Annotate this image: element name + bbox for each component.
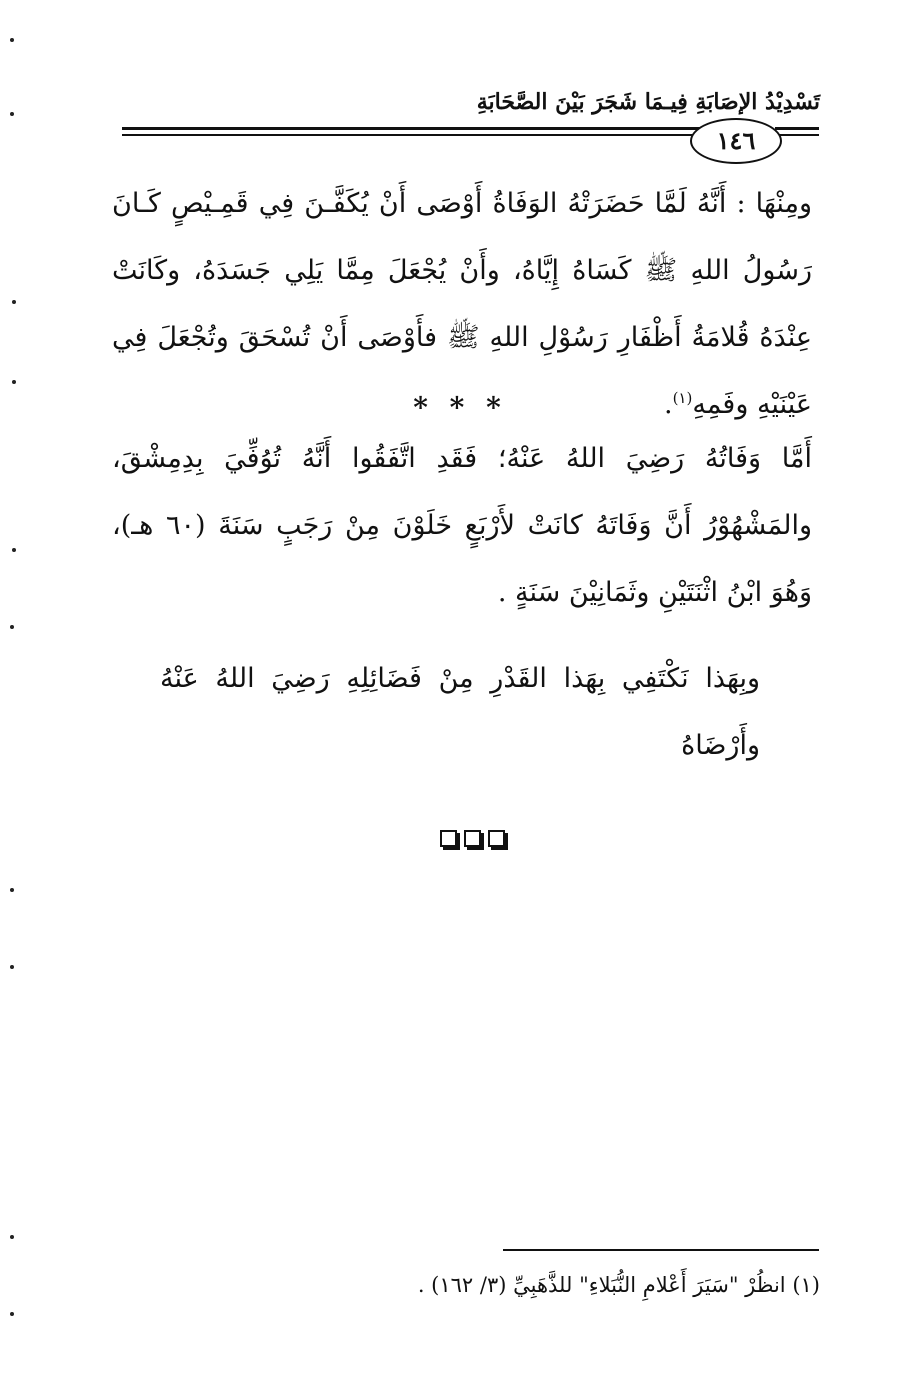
header-rule	[122, 134, 702, 136]
scan-speck	[10, 888, 14, 892]
section-separator: * * *	[413, 391, 507, 424]
square-ornament-icon	[488, 830, 505, 847]
chapter-end-ornament	[440, 830, 505, 847]
scan-speck	[10, 625, 14, 629]
scan-speck	[12, 380, 16, 384]
paragraph-text: ومِنْهَا : أَنَّهُ لَمَّا حَضَرَتْهُ الوَفَاةُ أَوْصَى أَنْ يُكَفَّـنَ فِي قَمِـيْصٍ كَـانَ رَسُولُ اللهِ ﷺ كَسَاهُ إِيَّاهُ، وأَنْ يُجْعَلَ مِمَّا يَلِي جَسَدَهُ، وكَانَتْ عِنْدَهُ قُلامَةُ أَظْفَارِ رَسُوْلِ اللهِ ﷺ فأَوْصَى أَنْ تُسْحَقَ وتُجْعَلَ فِي عَيْنَيْهِ وفَمِهِ	[112, 188, 812, 420]
paragraph-death-date: أَمَّا وَفَاتُهُ رَضِيَ اللهُ عَنْهُ؛ فَقَدِ اتَّفَقُوا أَنَّهُ تُوُفِّيَ بِدِمِشْقَ، والمَشْهُوْرُ أَنَّ وَفَاتَهُ كانَتْ لأَرْبَعٍ خَلَوْنَ مِنْ رَجَبٍ سَنَةَ (٦٠ هـ)، وَهُوَ ابْنُ اثْنَتَيْنِ وثَمَانِيْنَ سَنَةٍ .	[112, 443, 812, 608]
running-header-title: تَسْدِيْدُ الإصَابَةِ فِيـمَا شَجَرَ بَيْنَ الصَّحَابَةِ	[476, 89, 820, 115]
paragraph-end-mark: .	[663, 389, 673, 420]
header-rule	[122, 127, 702, 130]
scan-speck	[10, 965, 14, 969]
scan-speck	[10, 1312, 14, 1316]
paragraph-conclusion: وبِهَذا نَكْتَفِي بِهَذا القَدْرِ مِنْ فَضَائِلِهِ رَضِيَ اللهُ عَنْهُ وأَرْضَاهُ	[160, 663, 760, 761]
scan-speck	[10, 1235, 14, 1239]
footnote-reference[interactable]: (١)	[672, 389, 693, 407]
page-number: ١٤٦	[690, 118, 782, 164]
scan-speck	[10, 112, 14, 116]
square-ornament-icon	[440, 830, 457, 847]
square-ornament-icon	[464, 830, 481, 847]
scan-speck	[12, 300, 16, 304]
scan-speck	[10, 38, 14, 42]
footnote-text: (١) انظُرْ "سَيَرَ أَعْلامِ النُّبَلاءِ" للذَّهَبِيِّ (٣/ ١٦٢) .	[417, 1273, 820, 1297]
footnote-divider	[503, 1249, 819, 1251]
scan-speck	[12, 548, 16, 552]
header-rule	[775, 134, 819, 136]
header-rule	[775, 127, 819, 130]
